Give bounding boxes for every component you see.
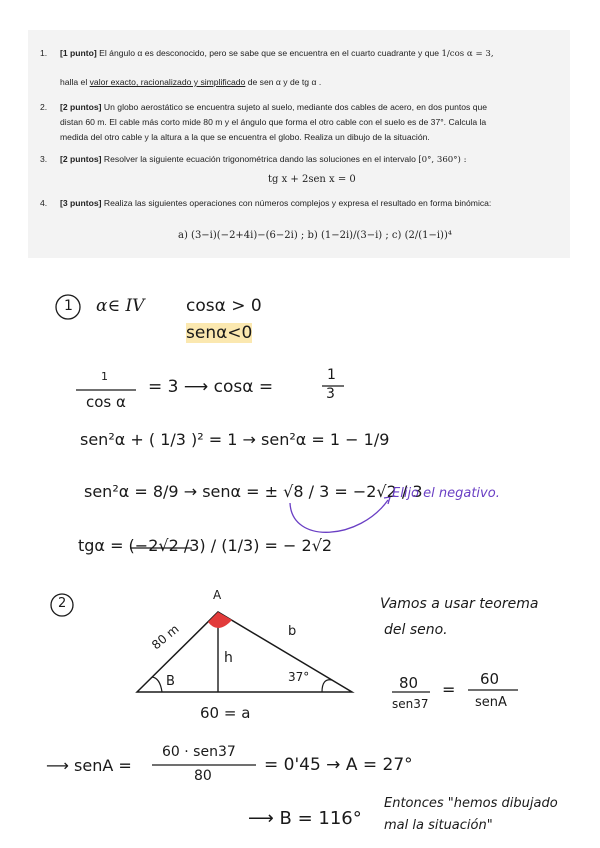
question-text: El ángulo α es desconocido, pero se sabe que se encuentra en el cuarto cuadrante y que — [99, 48, 440, 58]
question-number: 1. — [40, 48, 48, 58]
question-points: [1 punto] — [60, 48, 97, 58]
fraction-denominator: senA — [475, 695, 507, 710]
purple-arrow — [290, 500, 388, 532]
angle-37-arc — [322, 680, 332, 692]
question-points: [3 puntos] — [60, 198, 102, 208]
equation-step-3: sen²α = 8/9 → senα = ± √8 / 3 = −2√2 / 3 — [84, 482, 423, 501]
conclusion-note: Entonces "hemos dibujado — [384, 796, 558, 811]
fraction-numerator: 60 · sen37 — [162, 744, 236, 760]
fraction-denominator: 3 — [326, 386, 335, 402]
question-text: Un globo aerostático se encuentra sujeto al suelo, mediante dos cables de acero, en dos puntos que — [103, 102, 488, 112]
question-3-equation: tg x + 2sen x = 0 — [268, 174, 356, 185]
question-interval: [0°, 360°) : — [418, 155, 467, 165]
angle-B-result: ⟶ B = 116° — [248, 808, 362, 829]
question-2-line-2: distan 60 m. El cable más corto mide 80 m y el ángulo que forma el otro cable con el suelo es de 37°. Calcula la — [60, 117, 487, 127]
angle-B-arc — [152, 677, 162, 692]
angle-A-marker — [208, 612, 232, 628]
question-number: 4. — [40, 198, 48, 208]
question-text: halla el — [60, 77, 88, 87]
vertex-B-label: B — [166, 674, 175, 689]
equation-step-1: = 3 ⟶ cosα = — [148, 377, 274, 397]
fraction-numerator: 80 — [399, 674, 419, 692]
question-points: [2 puntos] — [60, 154, 102, 164]
side-80m-label: 80 m — [149, 621, 182, 653]
question-underlined-text: valor exacto, racionalizado y simplificado — [89, 77, 246, 87]
equation-step-2: sen²α + ( 1/3 )² = 1 → sen²α = 1 − 1/9 — [80, 430, 390, 449]
fraction-numerator: 1 — [101, 370, 108, 383]
conclusion-note: mal la situación" — [384, 818, 493, 833]
fraction-denominator: cos α — [86, 393, 126, 411]
question-4-operations: a) (3−i)(−2+4i)−(6−2i) ; b) (1−2i)/(3−i) ; c) (2/(1−i))⁴ — [178, 230, 452, 241]
base-label: 60 = a — [200, 704, 251, 722]
equation-step-4: tgα = (−2√2 /3) / (1/3) = − 2√2 — [78, 536, 333, 555]
height-label: h — [224, 650, 233, 666]
sen-sign: senα<0 — [186, 323, 253, 343]
fraction-denominator: 80 — [194, 768, 212, 784]
cos-sign: cosα > 0 — [186, 296, 262, 316]
angle-37-label: 37° — [288, 670, 310, 684]
vertex-A-label: A — [213, 588, 222, 602]
fraction-numerator: 1 — [327, 367, 336, 383]
side-b-label: b — [288, 624, 297, 639]
choose-negative-note: Elijo el negativo. — [392, 486, 500, 501]
question-text: de sen α y de tg α . — [247, 77, 322, 87]
question-2-line-3: medida del otro cable y la altura a la que se encuentra el globo. Realiza un dibujo de la situación. — [60, 132, 430, 142]
exercise-number: 1 — [64, 298, 73, 314]
method-note: Vamos a usar teorema — [380, 596, 539, 612]
fraction-denominator: sen37 — [392, 697, 429, 711]
method-note: del seno. — [384, 622, 448, 638]
question-number: 2. — [40, 102, 48, 112]
question-text: Realiza las siguientes operaciones con números complejos y expresa el resultado en forma binómica: — [103, 198, 492, 208]
question-equation: 1/cos α = 3, — [441, 49, 494, 59]
exercise-number: 2 — [58, 596, 67, 611]
equals-sign: = — [442, 680, 456, 699]
quadrant-note: α∈ IV — [96, 296, 145, 316]
sine-rule-lhs: ⟶ senA = — [46, 756, 132, 775]
fraction-numerator: 60 — [480, 670, 500, 688]
question-number: 3. — [40, 154, 48, 164]
angle-A-result: = 0'45 → A = 27° — [264, 755, 413, 775]
question-text: Resolver la siguiente ecuación trigonométrica dando las soluciones en el intervalo — [103, 154, 416, 164]
question-points: [2 puntos] — [60, 102, 102, 112]
